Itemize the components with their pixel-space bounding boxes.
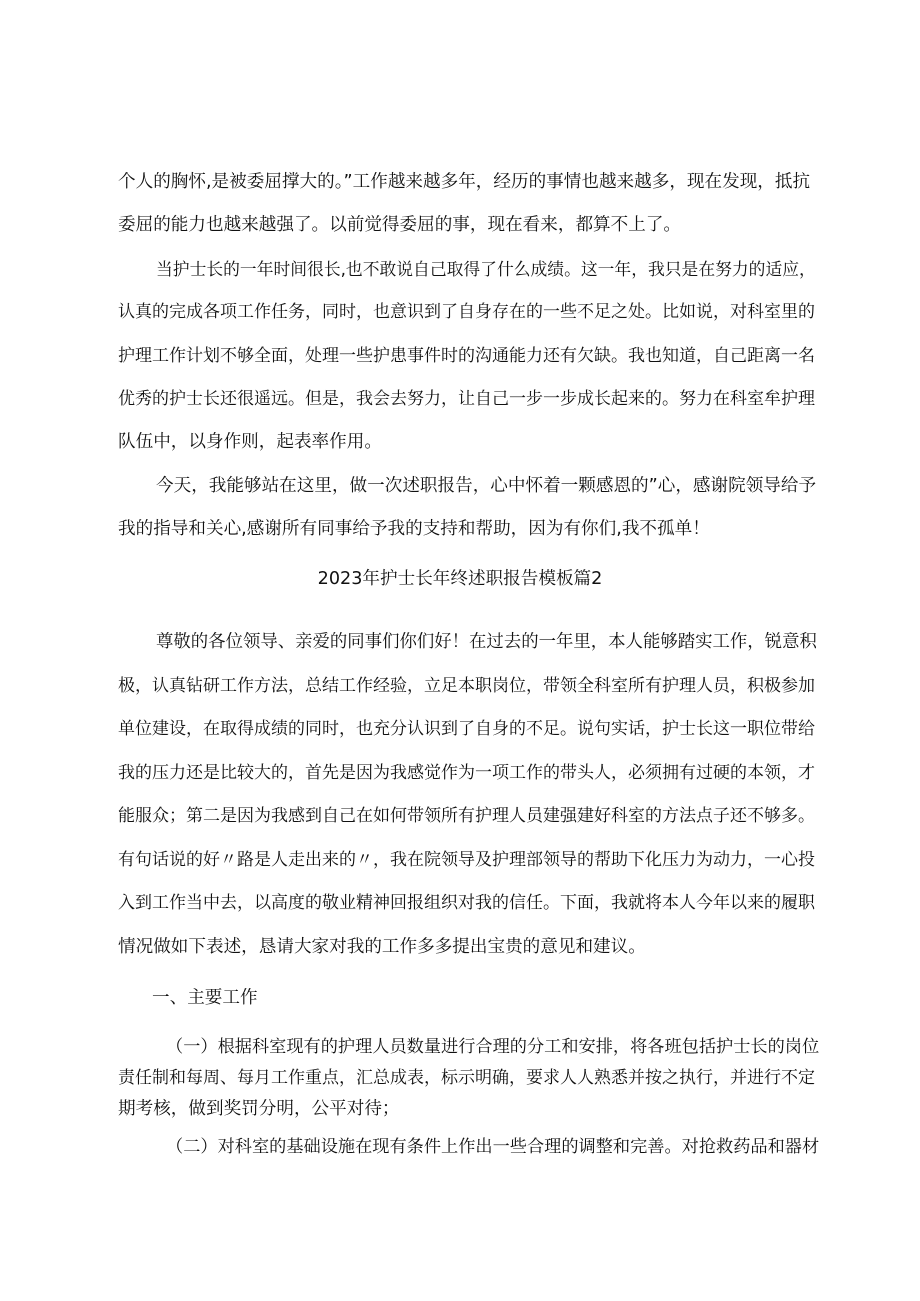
paragraph-line: 期考核，做到奖罚分明，公平对待；	[118, 1099, 400, 1119]
paragraph-line: 单位建设，在取得成绩的同时，也充分认识到了自身的不足。说句实话，护士长这一职位带给	[118, 719, 815, 739]
paragraph-line: 认真的完成各项工作任务，同时，也意识到了自身存在的一些不足之处。比如说，对科室里的	[118, 302, 815, 322]
paragraph-line: 我的压力还是比较大的，首先是因为我感觉作为一项工作的带头人，必须拥有过硬的本领，才	[118, 763, 815, 783]
paragraph-line: 情况做如下表述，恳请大家对我的工作多多提出宝贵的意见和建议。	[118, 937, 646, 957]
paragraph-line: 队伍中，以身作则，起表率作用。	[118, 432, 382, 452]
paragraph-line: 今天，我能够站在这里，做一次述职报告，心中怀着一颗感恩的”心，感谢院领导给予	[156, 476, 817, 496]
paragraph-line: 个人的胸怀,是被委屈撑大的。”工作越来越多年，经历的事情也越来越多，现在发现，抵抗	[118, 172, 811, 192]
paragraph-line: 当护士长的一年时间很长,也不敢说自己取得了什么成绩。这一年，我只是在努力的适应，	[156, 259, 816, 279]
paragraph-line: 责任制和每周、每月工作重点，汇总成表，标示明确，要求人人熟悉并按之执行，并进行不定	[118, 1068, 815, 1088]
paragraph-line: 护理工作计划不够全面，处理一些护患事件时的沟通能力还有欠缺。我也知道，自己距离一名	[118, 346, 815, 366]
paragraph-line: 尊敬的各位领导、亲爱的同事们你们好！在过去的一年里，本人能够踏实工作，锐意积	[156, 632, 817, 652]
paragraph-line: （一）根据科室现有的护理人员数量进行合理的分工和安排，将各班包括护士长的岗位	[166, 1037, 820, 1057]
subheading: 一、主要工作	[152, 988, 258, 1008]
paragraph-line: 我的指导和关心,感谢所有同事给予我的支持和帮助，因为有你们,我不孤单！	[118, 519, 710, 539]
paragraph-line: 极，认真钻研工作方法，总结工作经验，立足本职岗位，带领全科室所有护理人员，积极参加	[118, 676, 815, 696]
paragraph-line: 入到工作当中去，以高度的敬业精神回报组织对我的信任。下面，我就将本人今年以来的履职	[118, 893, 815, 913]
paragraph-line: 能服众；第二是因为我感到自己在如何带领所有护理人员建强建好科室的方法点子还不够多。	[118, 806, 815, 826]
section-title: 2023年护士长年终述职报告模板篇2	[317, 569, 603, 589]
paragraph-line: 优秀的护士长还很遥远。但是，我会去努力，让自己一步一步成长起来的。努力在科室牟护理	[118, 389, 815, 409]
paragraph-line: （二）对科室的基础设施在现有条件上作出一些合理的调整和完善。对抢救药品和器材	[166, 1137, 820, 1157]
paragraph-line: 委屈的能力也越来越强了。以前觉得委屈的事，现在看来，都算不上了。	[118, 215, 682, 235]
paragraph-line: 有句话说的好〃路是人走出来的〃，我在院领导及护理部领导的帮助下化压力为动力，一心投	[118, 850, 815, 870]
